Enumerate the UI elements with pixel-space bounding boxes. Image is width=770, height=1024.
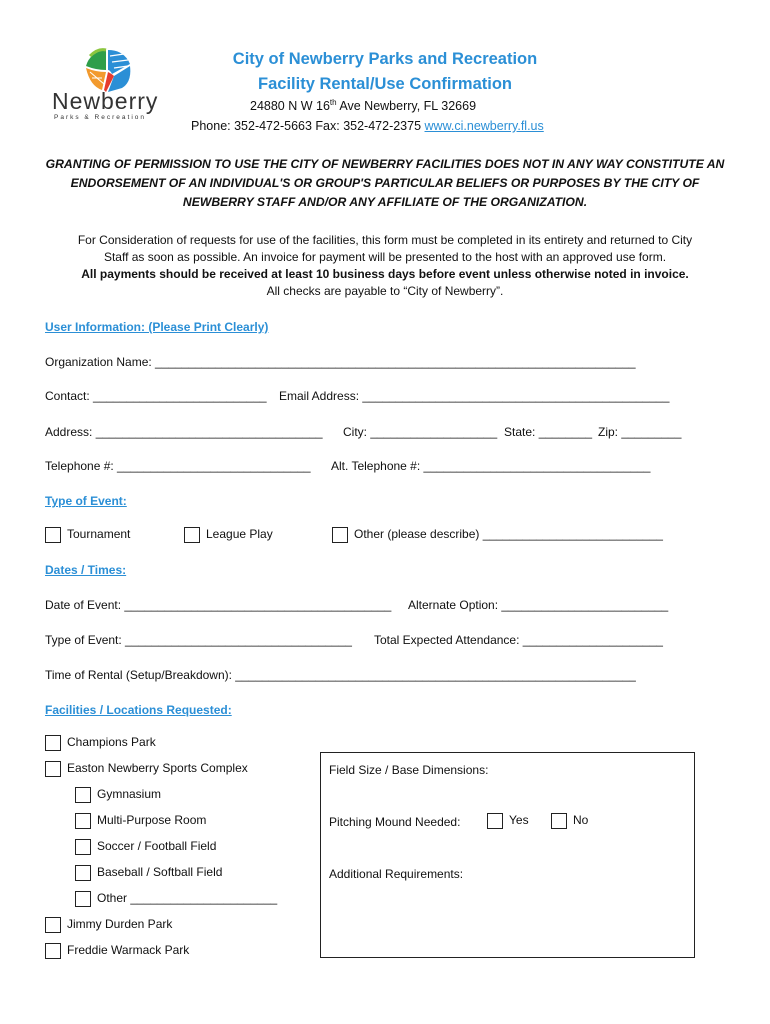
alt-telephone-field[interactable]: Alt. Telephone #: __________________________________ [331,459,651,473]
type-of-event-field[interactable]: Type of Event: __________________________________ [45,633,352,647]
facilities-heading: Facilities / Locations Requested: [45,703,232,717]
user-info-heading: User Information: (Please Print Clearly) [45,320,269,334]
disclaimer-text: GRANTING OF PERMISSION TO USE THE CITY OF NEWBERRY FACILITIES DOES NOT IN ANY WAY CONSTITUTE AN ENDORSEMENT OF AN INDIVIDUAL'S OR GROUP'S PARTICULAR BELIEFS OR PURPOSES BY THE CITY OF NEWBERRY STAFF AND/OR ANY AFFILIATE OF THE ORGANIZATION. [45,157,725,209]
champions-park-checkbox[interactable] [45,735,61,751]
event-type-heading: Type of Event: [45,494,127,508]
tournament-checkbox[interactable] [45,527,61,543]
attendance-field[interactable]: Total Expected Attendance: _____________________ [374,633,663,647]
gymnasium-checkbox[interactable] [75,787,91,803]
logo-subtitle: Parks & Recreation [54,114,146,121]
logo-wordmark: Newberry [52,88,159,114]
intro-text: For Consideration of requests for use of the facilities, this form must be completed in its entirety and returned to City Staff as soon as possible. An invoice for payment will be presented to the host with an approved use form. All payments should be received at least 10 business days before event unless otherwise noted in invoice. All checks are payable to “City of Newberry”. [77,233,693,298]
date-of-event-field[interactable]: Date of Event: ________________________________________ [45,598,392,612]
tournament-option[interactable]: Tournament [45,527,130,543]
pitching-mound-label: Pitching Mound Needed: [329,815,461,829]
page-subtitle: Facility Rental/Use Confirmation [258,75,512,93]
other-event-checkbox[interactable] [332,527,348,543]
mound-yes-checkbox[interactable] [487,813,503,829]
soccer-field-option[interactable]: Soccer / Football Field [75,839,216,855]
dates-heading: Dates / Times: [45,563,127,577]
gymnasium-option[interactable]: Gymnasium [75,787,161,803]
alternate-option-field[interactable]: Alternate Option: _________________________ [408,598,669,612]
field-size-label: Field Size / Base Dimensions: [329,763,489,777]
time-of-rental-field[interactable]: Time of Rental (Setup/Breakdown): ____________________________________________________________ [45,668,636,682]
other-facility-checkbox[interactable] [75,891,91,907]
mound-no-checkbox[interactable] [551,813,567,829]
website-link[interactable]: www.ci.newberry.fl.us [424,119,544,133]
easton-complex-option[interactable]: Easton Newberry Sports Complex [45,761,248,777]
easton-complex-checkbox[interactable] [45,761,61,777]
freddie-warmack-park-checkbox[interactable] [45,943,61,959]
jimmy-durden-park-checkbox[interactable] [45,917,61,933]
multi-purpose-room-option[interactable]: Multi-Purpose Room [75,813,206,829]
email-field[interactable]: Email Address: ______________________________________________ [279,389,670,403]
telephone-field[interactable]: Telephone #: _____________________________ [45,459,311,473]
address-field[interactable]: Address: __________________________________ [45,425,323,439]
zip-field[interactable]: Zip: _________ [598,425,682,439]
field-details-box [320,752,695,958]
city-field[interactable]: City: ___________________ [343,425,498,439]
multi-purpose-room-checkbox[interactable] [75,813,91,829]
champions-park-option[interactable]: Champions Park [45,735,156,751]
jimmy-durden-park-option[interactable]: Jimmy Durden Park [45,917,172,933]
mound-yes-option[interactable]: Yes [487,813,529,829]
league-play-checkbox[interactable] [184,527,200,543]
other-event-option[interactable]: Other (please describe) ___________________________ [332,527,663,543]
baseball-field-option[interactable]: Baseball / Softball Field [75,865,222,881]
baseball-field-checkbox[interactable] [75,865,91,881]
other-facility-option[interactable]: Other ______________________ [75,891,277,907]
soccer-field-checkbox[interactable] [75,839,91,855]
contact-field[interactable]: Contact: __________________________ [45,389,267,403]
freddie-warmack-park-option[interactable]: Freddie Warmack Park [45,943,189,959]
league-play-option[interactable]: League Play [184,527,273,543]
additional-requirements-label: Additional Requirements: [329,867,464,881]
state-field[interactable]: State: ________ [504,425,593,439]
page-title: City of Newberry Parks and Recreation [232,50,538,68]
mound-no-option[interactable]: No [551,813,588,829]
organization-name-field[interactable]: Organization Name: ________________________________________________________________________ [45,355,636,369]
phone-fax-line: Phone: 352-472-5663 Fax: 352-472-2375 www.ci.newberry.fl.us [191,119,544,133]
address-line: 24880 N W 16th Ave Newberry, FL 32669 [250,98,477,114]
